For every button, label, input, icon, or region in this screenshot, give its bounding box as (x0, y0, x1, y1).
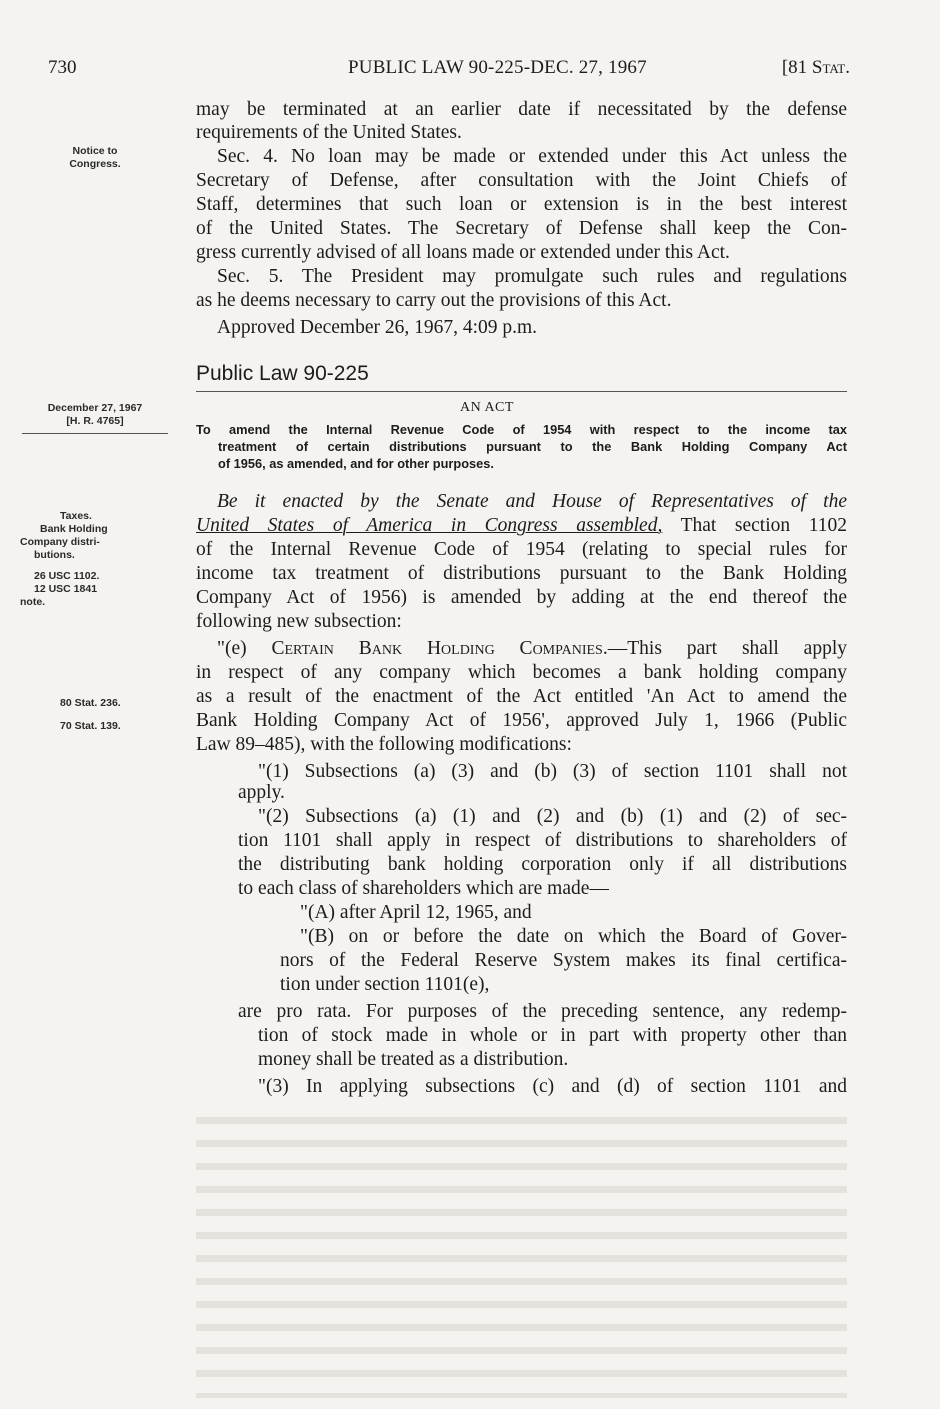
subsection-e-line: as a result of the enactment of the Act entitled 'An Act to amend the (196, 686, 847, 707)
public-law-title: Public Law 90-225 (196, 362, 369, 385)
paragraph-b-line: nors of the Federal Reserve System makes its final certifica- (280, 950, 847, 971)
margin-note-line: December 27, 1967 (47, 402, 143, 414)
section-4-line: Secretary of Defense, after consultation with the Joint Chiefs of (196, 170, 847, 191)
margin-note-line: 80 Stat. 236. (60, 697, 121, 709)
margin-note-line: Congress. (69, 158, 121, 170)
subsection-e-line: Bank Holding Company Act of 1956', approved July 1, 1966 (Public (196, 710, 847, 731)
page-header (48, 57, 850, 87)
enacting-clause-line (196, 514, 847, 538)
bleed-through-texture (196, 1108, 847, 1398)
section-4-line: of the United States. The Secretary of Defense shall keep the Con- (196, 218, 847, 239)
subsection-e-text: —This part shall apply (607, 638, 848, 659)
margin-note-line: 12 USC 1841 (34, 583, 98, 595)
margin-note-taxes (20, 510, 170, 609)
margin-note-line: Taxes. (60, 510, 92, 522)
an-act-heading: AN ACT (460, 400, 514, 415)
margin-divider (22, 433, 168, 434)
paragraph-2-line: to each class of shareholders which are made— (238, 878, 609, 899)
enacting-clause-italic: United States of America in Congress assembled, (196, 515, 663, 536)
act-description-line: of 1956, as amended, and for other purposes. (218, 456, 494, 471)
paragraph-1-line: "(1) Subsections (a) (3) and (b) (3) of section 1101 shall not (258, 761, 847, 782)
subsection-e-prefix: "(e) (217, 638, 272, 659)
enacting-clause-line: Be it enacted by the Senate and House of Representatives of the (217, 491, 847, 512)
paragraph-b-line: "(B) on or before the date on which the Board of Gover- (300, 926, 847, 947)
margin-note-stats (20, 697, 170, 733)
body-line: may be terminated at an earlier date if necessitated by the defense (196, 99, 847, 120)
margin-note-line: butions. (34, 549, 75, 561)
paragraph-3-line: "(3) In applying subsections (c) and (d) of section 1101 and (258, 1076, 847, 1097)
margin-note-line: 70 Stat. 139. (60, 720, 121, 732)
act-description-line: treatment of certain distributions pursuant to the Bank Holding Company Act (218, 439, 847, 454)
section-4-line: Staff, determines that such loan or extension is in the best interest (196, 194, 847, 215)
act-description-line: To amend the Internal Revenue Code of 1954 with respect to the income tax (196, 422, 847, 437)
body-line: of the Internal Revenue Code of 1954 (relating to special rules for (196, 539, 847, 560)
margin-note-notice (20, 145, 170, 171)
margin-note-line: Bank Holding (40, 523, 108, 535)
paragraph-2-line: "(2) Subsections (a) (1) and (2) and (b) (1) and (2) of sec- (258, 806, 847, 827)
paragraph-1-line: apply. (238, 782, 285, 803)
subsection-e-line: Law 89–485), with the following modifications: (196, 734, 572, 755)
body-line: requirements of the United States. (196, 122, 462, 143)
running-title: PUBLIC LAW 90-225-DEC. 27, 1967 (348, 57, 647, 78)
subsection-e-line (217, 637, 847, 661)
enacting-clause-text: That section 1102 (662, 515, 847, 536)
statute-volume: [81 (781, 57, 808, 78)
paragraph-2-line: tion 1101 shall apply in respect of distributions to shareholders of (238, 830, 847, 851)
section-5-line: as he deems necessary to carry out the provisions of this Act. (196, 290, 672, 311)
section-4-line: Sec. 4. No loan may be made or extended under this Act unless the (217, 146, 847, 167)
margin-note-line: 26 USC 1102. (34, 570, 100, 582)
pro-rata-line: money shall be treated as a distribution. (258, 1049, 569, 1070)
pro-rata-line: are pro rata. For purposes of the preceding sentence, any redemp- (238, 1001, 847, 1022)
statute-word: Stat. (811, 57, 850, 78)
paragraph-2-line: the distributing bank holding corporation only if all distributions (238, 854, 847, 875)
margin-note-date (20, 402, 170, 428)
body-line: Company Act of 1956) is amended by adding at the end thereof the (196, 587, 847, 608)
body-line: following new subsection: (196, 611, 402, 632)
paragraph-b-line: tion under section 1101(e), (280, 974, 490, 995)
section-4-line: gress currently advised of all loans made or extended under this Act. (196, 242, 730, 263)
divider (196, 391, 847, 392)
margin-note-line: [H. R. 4765] (66, 415, 124, 427)
subsection-e-line: in respect of any company which becomes a bank holding company (196, 662, 847, 683)
page-number: 730 (48, 57, 77, 78)
paragraph-a-line: "(A) after April 12, 1965, and (300, 902, 532, 923)
margin-note-line: Notice to (72, 145, 118, 157)
section-5-line: Sec. 5. The President may promulgate such rules and regulations (217, 266, 847, 287)
statute-reference (782, 57, 850, 79)
margin-note-line: Company distri- (20, 536, 100, 548)
approval-line: Approved December 26, 1967, 4:09 p.m. (217, 317, 538, 338)
subsection-e-heading: Certain Bank Holding Companies. (271, 638, 608, 659)
body-line: income tax treatment of distributions pursuant to the Bank Holding (196, 563, 847, 584)
pro-rata-line: tion of stock made in whole or in part with property other than (258, 1025, 847, 1046)
margin-note-line: note. (20, 596, 46, 608)
